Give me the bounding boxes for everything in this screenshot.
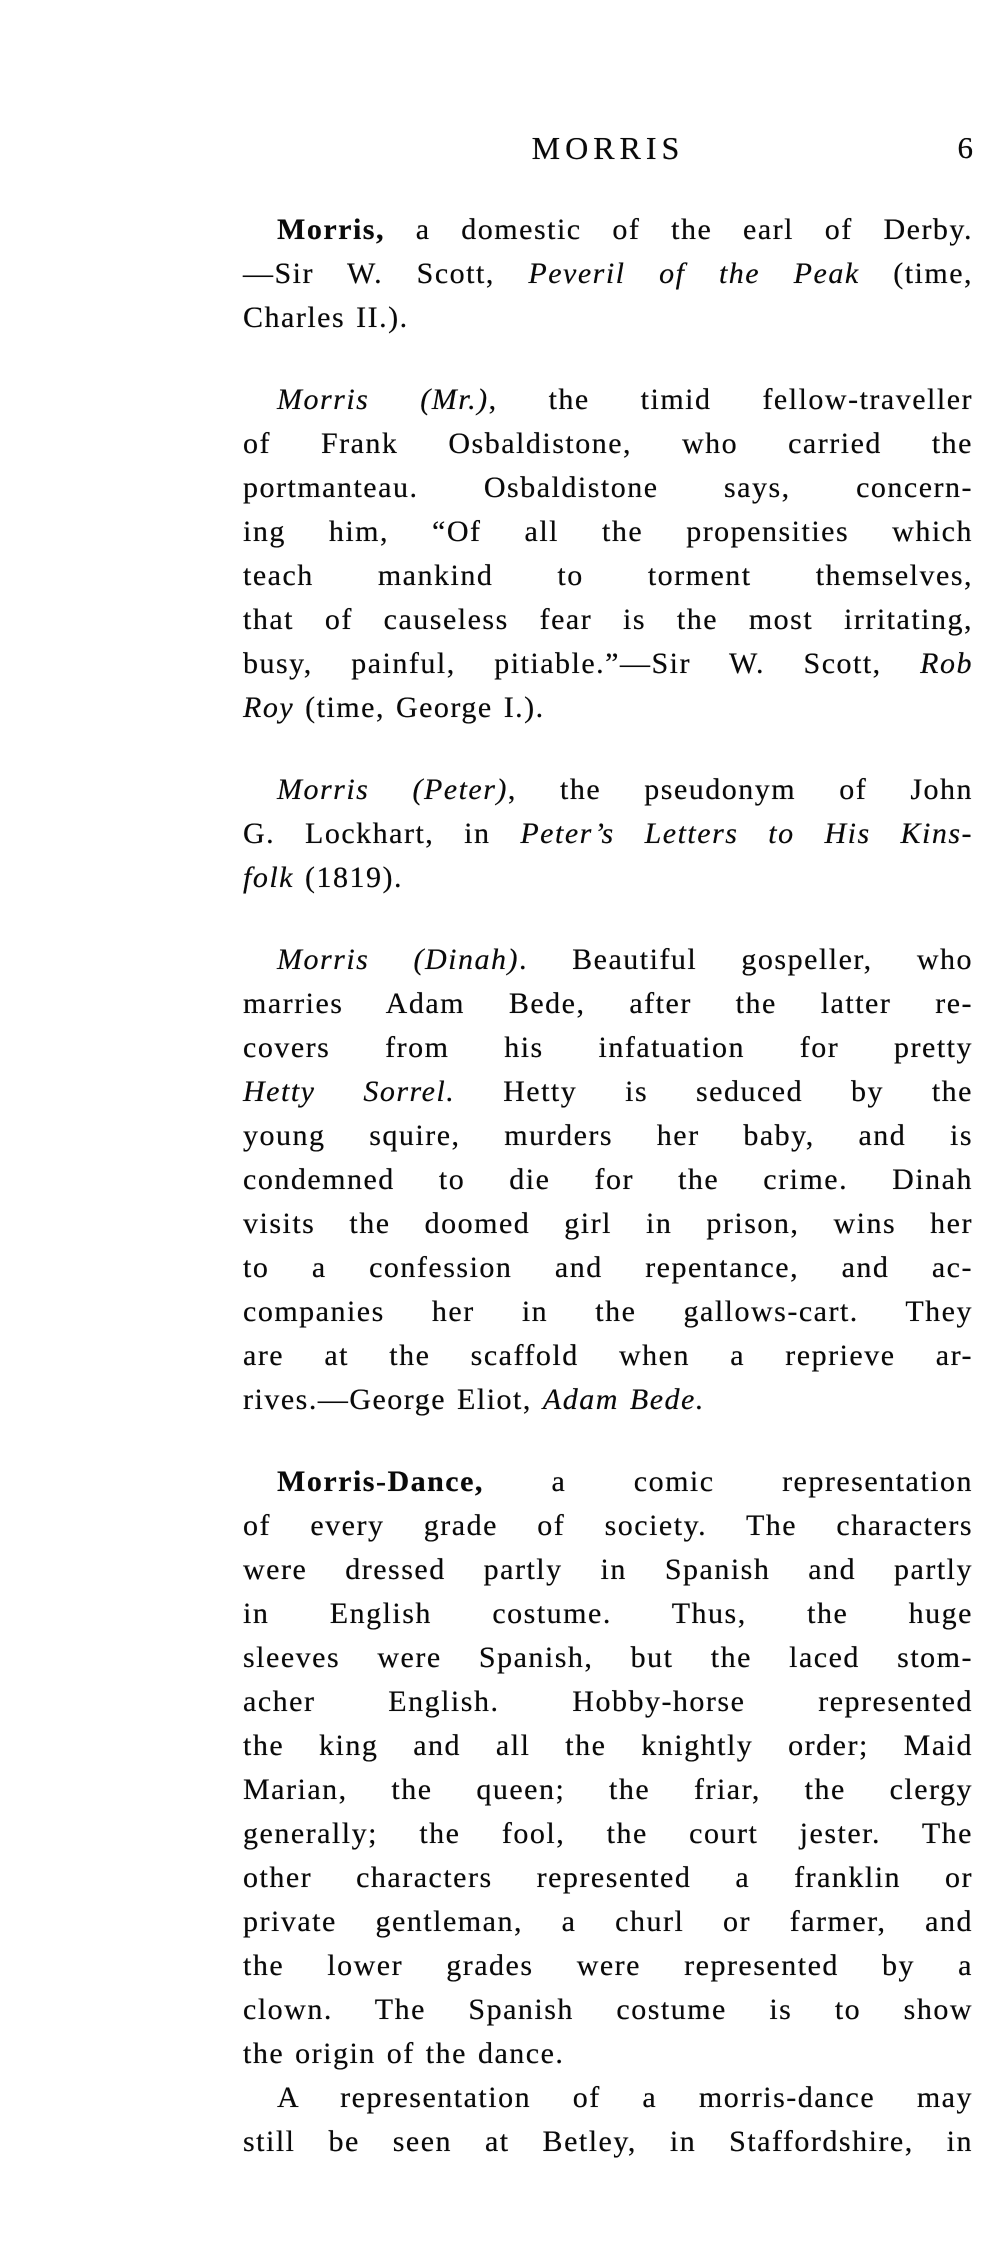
- text-line: [243, 1460, 973, 1504]
- text-line: [243, 1548, 973, 1592]
- body-text: the king and all the knightly order; Maid: [243, 1729, 973, 1762]
- text-line: [243, 1246, 973, 1290]
- text-line: [243, 856, 973, 900]
- text-line: [243, 1768, 973, 1812]
- text-line: [243, 1988, 973, 2032]
- text-line: [243, 2076, 973, 2120]
- entry-headword: Morris-Dance,: [277, 1465, 484, 1498]
- text-line: [243, 252, 973, 296]
- text-line: [243, 1900, 973, 1944]
- paragraph-morris-dance-betley: [243, 2076, 973, 2164]
- text-line: [243, 554, 973, 598]
- body-text: —Sir W. Scott,: [243, 257, 529, 290]
- body-text: of Frank Osbaldistone, who carried the: [243, 427, 973, 460]
- text-line: [243, 1378, 973, 1422]
- italic-text: Rob: [920, 647, 973, 680]
- text-line: [243, 510, 973, 554]
- body-text: a comic representation: [483, 1465, 973, 1498]
- text-line: [243, 812, 973, 856]
- text-line: [243, 686, 973, 730]
- body-text: busy, painful, pitiable.”—Sir W. Scott,: [243, 647, 921, 680]
- entry-headword: Morris,: [277, 213, 385, 246]
- text-line: [243, 1158, 973, 1202]
- text-line: [243, 1290, 973, 1334]
- body-text: , the pseudonym of John: [507, 773, 974, 806]
- body-text: the lower grades were represented by a: [243, 1949, 973, 1982]
- running-title: MORRIS: [531, 130, 685, 166]
- body-text: in English costume. Thus, the huge: [243, 1597, 973, 1630]
- body-text: marries Adam Bede, after the latter re-: [243, 987, 973, 1020]
- text-line: [243, 466, 973, 510]
- text-line: [243, 1944, 973, 1988]
- body-text: , the timid fellow-traveller: [488, 383, 974, 416]
- body-text: of every grade of society. The characters: [243, 1509, 973, 1542]
- body-text: condemned to die for the crime. Dinah: [243, 1163, 973, 1196]
- page-number: 6: [957, 130, 973, 165]
- body-text: A representation of a morris-dance may: [277, 2081, 973, 2114]
- body-text: a domestic of the earl of Derby.: [384, 213, 973, 246]
- body-text: that of causeless fear is the most irritating,: [243, 603, 973, 636]
- body-text: visits the doomed girl in prison, wins her: [243, 1207, 973, 1240]
- paragraph-morris-derby: [243, 208, 973, 340]
- body-text: young squire, murders her baby, and is: [243, 1119, 973, 1152]
- body-text: acher English. Hobby-horse represented: [243, 1685, 973, 1718]
- text-line: [243, 982, 973, 1026]
- text-line: [243, 1592, 973, 1636]
- body-text: (1819).: [294, 861, 403, 894]
- body-text: other characters represented a franklin or: [243, 1861, 973, 1894]
- text-line: [243, 1202, 973, 1246]
- italic-text: Adam Bede.: [542, 1383, 705, 1416]
- body-text: to a confession and repentance, and ac-: [243, 1251, 973, 1284]
- text-line: [243, 422, 973, 466]
- text-line: [243, 208, 973, 252]
- body-text: covers from his infatuation for pretty: [243, 1031, 973, 1064]
- italic-text: Roy: [243, 691, 295, 724]
- italic-text: Morris (Dinah): [277, 943, 519, 976]
- paragraph-morris-mr: [243, 378, 973, 730]
- text-line: [243, 1070, 973, 1114]
- italic-text: Hetty Sorrel.: [243, 1075, 456, 1108]
- body-text: still be seen at Betley, in Staffordshire, in: [243, 2125, 973, 2158]
- text-line: [243, 1114, 973, 1158]
- text-line: [243, 768, 973, 812]
- paragraph-morris-dinah: [243, 938, 973, 1422]
- body-text: G. Lockhart, in: [243, 817, 521, 850]
- body-text: Charles II.).: [243, 301, 409, 334]
- body-text: portmanteau. Osbaldistone says, concern-: [243, 471, 973, 504]
- body-text: are at the scaffold when a reprieve ar-: [243, 1339, 973, 1372]
- text-line: [243, 1680, 973, 1724]
- body-text: (time, George I.).: [294, 691, 545, 724]
- body-text: rives.—George Eliot,: [243, 1383, 543, 1416]
- page-body: [243, 208, 973, 2164]
- body-text: Marian, the queen; the friar, the clergy: [243, 1773, 973, 1806]
- italic-text: Morris (Mr.): [277, 383, 489, 416]
- paragraph-morris-peter: [243, 768, 973, 900]
- italic-text: folk: [243, 861, 294, 894]
- page-header: [243, 130, 973, 170]
- text-line: [243, 1856, 973, 1900]
- text-line: [243, 1026, 973, 1070]
- body-text: ing him, “Of all the propensities which: [243, 515, 973, 548]
- body-text: private gentleman, a churl or farmer, and: [243, 1905, 973, 1938]
- italic-text: Peter’s Letters to His Kins-: [520, 817, 974, 850]
- text-line: [243, 938, 973, 982]
- body-text: . Beautiful gospeller, who: [518, 943, 973, 976]
- text-line: [243, 1724, 973, 1768]
- body-text: teach mankind to torment themselves,: [243, 559, 973, 592]
- body-text: Hetty is seduced by the: [455, 1075, 974, 1108]
- text-line: [243, 2120, 973, 2164]
- text-line: [243, 1636, 973, 1680]
- text-line: [243, 642, 973, 686]
- text-line: [243, 296, 973, 340]
- body-text: (time,: [859, 257, 974, 290]
- text-line: [243, 1504, 973, 1548]
- body-text: were dressed partly in Spanish and partly: [243, 1553, 973, 1586]
- text-line: [243, 2032, 973, 2076]
- text-line: [243, 1812, 973, 1856]
- body-text: the origin of the dance.: [243, 2037, 565, 2070]
- text-line: [243, 598, 973, 642]
- body-text: generally; the fool, the court jester. The: [243, 1817, 973, 1850]
- paragraph-morris-dance: [243, 1460, 973, 2076]
- text-line: [243, 378, 973, 422]
- body-text: sleeves were Spanish, but the laced stom-: [243, 1641, 973, 1674]
- italic-text: Peveril of the Peak: [528, 257, 860, 290]
- italic-text: Morris (Peter): [277, 773, 508, 806]
- body-text: companies her in the gallows-cart. They: [243, 1295, 973, 1328]
- body-text: clown. The Spanish costume is to show: [243, 1993, 973, 2026]
- text-line: [243, 1334, 973, 1378]
